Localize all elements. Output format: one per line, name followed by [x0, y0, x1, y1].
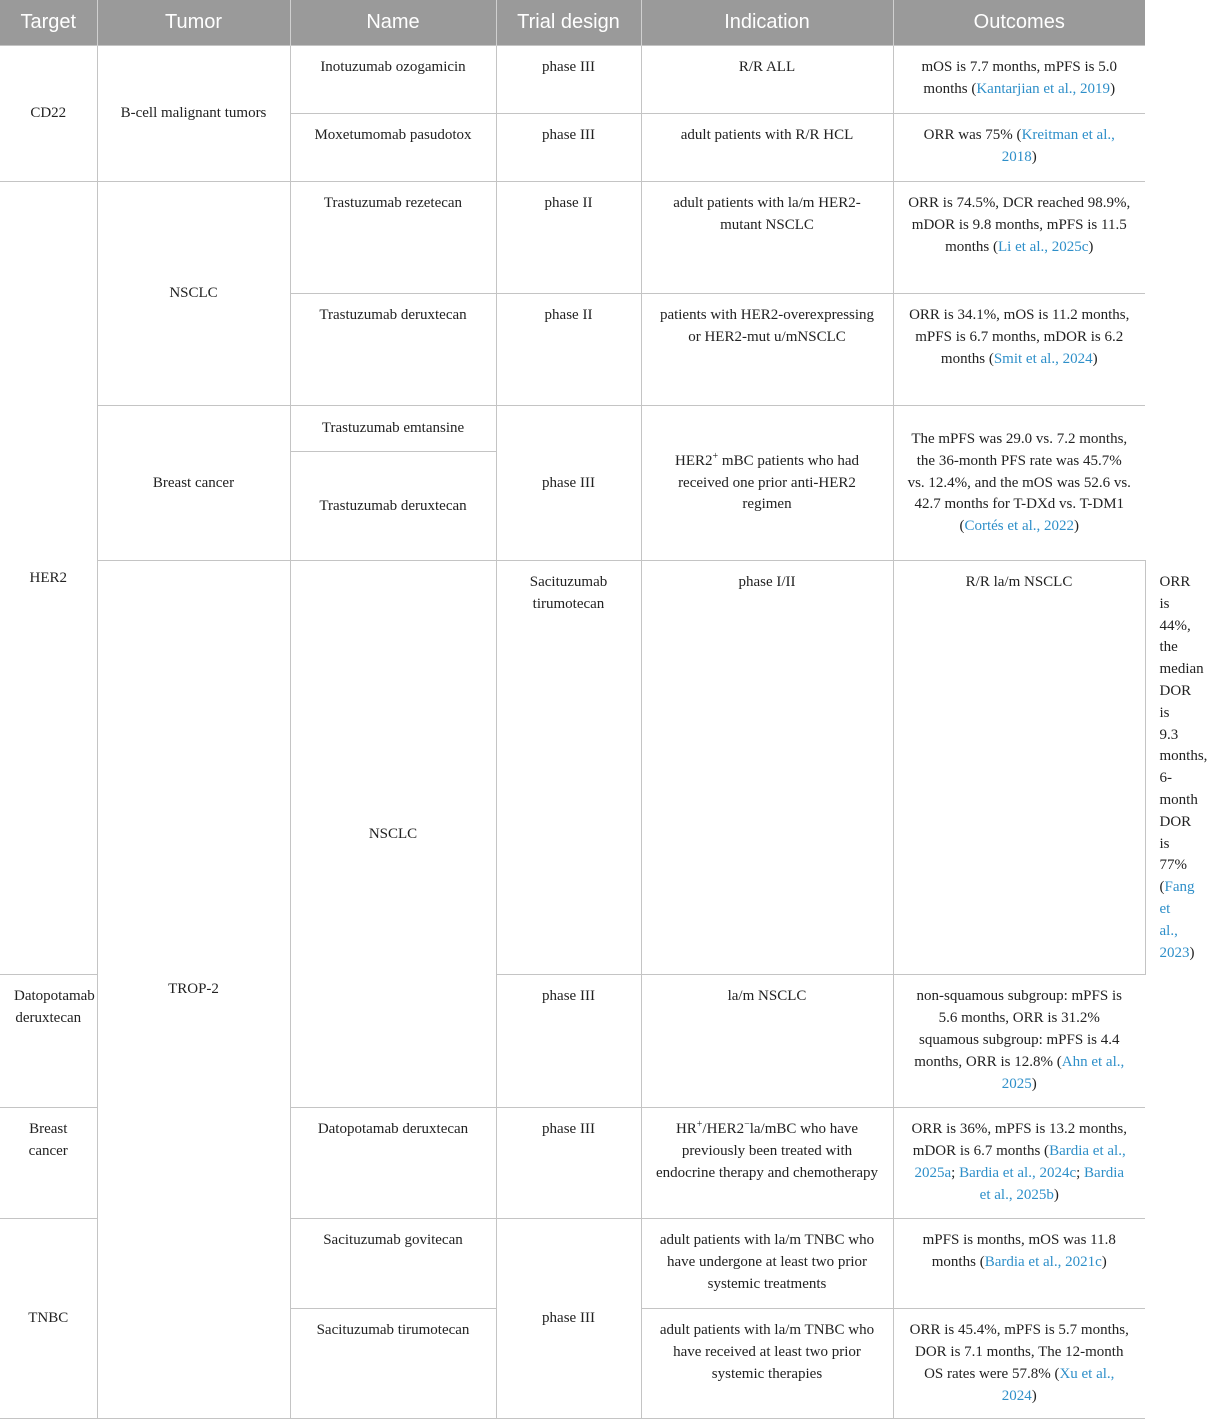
outcome-cell	[893, 46, 1145, 114]
header-target: Target	[0, 0, 97, 46]
outcome-cell	[893, 406, 1145, 561]
tumor-cell: Breast cancer	[97, 406, 290, 561]
outcome-text-end: )	[1054, 1187, 1059, 1203]
name-cell: Inotuzumab ozogamicin	[290, 46, 496, 114]
citation-link[interactable]: Xu et al., 2024	[1002, 1366, 1115, 1404]
outcome-cell	[893, 1309, 1145, 1419]
indication-text: la/mBC who have previously been treated with endocrine therapy and chemotherapy	[656, 1121, 878, 1181]
trial-design-cell: phase III	[496, 1219, 641, 1419]
citation-link[interactable]: Ahn et al., 2025	[1002, 1054, 1125, 1092]
outcome-text: The mPFS was 29.0 vs. 7.2 months, the 36-month PFS rate was 45.7% vs. 12.4%, and the mOS was 52.6 vs. 42.7 months for T-DXd vs. T-DM1 (	[908, 431, 1131, 534]
name-cell: Datopotamab deruxtecan	[290, 1108, 496, 1219]
outcome-text: ORR is 74.5%, DCR reached 98.9%, mDOR is 9.8 months, mPFS is 11.5 months (	[908, 195, 1130, 255]
target-cell: TROP-2	[97, 561, 290, 1419]
citation-link[interactable]: Bardia et al., 2025a	[914, 1143, 1125, 1181]
indication-cell: adult patients with la/m HER2-mutant NSCLC	[641, 182, 893, 294]
table-row	[0, 46, 1145, 114]
outcome-text-end: )	[1032, 149, 1037, 165]
target-cell: CD22	[0, 46, 97, 182]
tumor-cell: Breast cancer	[0, 1108, 97, 1219]
indication-cell: R/R la/m NSCLC	[893, 561, 1145, 975]
outcome-text: ORR is 34.1%, mOS is 11.2 months, mPFS is 6.7 months, mDOR is 6.2 months (	[909, 307, 1129, 367]
outcome-text-end: )	[1110, 81, 1115, 97]
indication-text: mBC patients who had received one prior anti-HER2 regimen	[678, 453, 859, 513]
outcome-cell	[893, 1108, 1145, 1219]
indication-cell: la/m NSCLC	[641, 975, 893, 1108]
outcome-text-end: )	[1102, 1254, 1107, 1270]
outcome-text: mPFS is months, mOS was 11.8 months (	[923, 1232, 1116, 1270]
name-cell: Datopotamab deruxtecan	[0, 975, 97, 1108]
citation-link[interactable]: Kantarjian et al., 2019	[976, 81, 1110, 97]
trial-design-cell: phase III	[496, 975, 641, 1108]
citation-separator: ;	[951, 1165, 959, 1181]
name-cell: Trastuzumab deruxtecan	[290, 452, 496, 561]
outcome-text-end: )	[1190, 945, 1195, 961]
trial-design-cell: phase III	[496, 46, 641, 114]
indication-cell	[641, 406, 893, 561]
superscript: +	[713, 451, 719, 462]
indication-cell: patients with HER2-overexpressing or HER2-mut u/mNSCLC	[641, 294, 893, 406]
indication-text: /HER2	[702, 1121, 744, 1137]
table-row	[0, 561, 1145, 975]
indication-text: HR	[676, 1121, 697, 1137]
name-cell: Sacituzumab tirumotecan	[496, 561, 641, 975]
citation-link[interactable]: Kreitman et al., 2018	[1002, 127, 1115, 165]
tumor-cell: TNBC	[0, 1219, 97, 1419]
trial-design-cell: phase III	[496, 1108, 641, 1219]
citation-separator: ;	[1076, 1165, 1084, 1181]
header-row	[0, 0, 1145, 46]
indication-cell: adult patients with la/m TNBC who have received at least two prior systemic therapies	[641, 1309, 893, 1419]
indication-cell: R/R ALL	[641, 46, 893, 114]
table-row	[0, 182, 1145, 294]
indication-cell: adult patients with R/R HCL	[641, 114, 893, 182]
outcome-cell	[893, 1219, 1145, 1309]
tumor-cell: B-cell malignant tumors	[97, 46, 290, 182]
header-indication: Indication	[641, 0, 893, 46]
header-outcomes: Outcomes	[893, 0, 1145, 46]
outcome-cell	[893, 182, 1145, 294]
trial-design-cell: phase II	[496, 182, 641, 294]
citation-link[interactable]: Cortés et al., 2022	[964, 518, 1074, 534]
outcome-cell	[893, 114, 1145, 182]
trial-design-cell: phase III	[496, 406, 641, 561]
tumor-cell: NSCLC	[290, 561, 496, 1108]
citation-link[interactable]: Bardia et al., 2025b	[980, 1165, 1124, 1203]
trial-design-cell: phase III	[496, 114, 641, 182]
outcome-text-end: )	[1074, 518, 1079, 534]
outcome-text: ORR was 75% (	[924, 127, 1022, 143]
name-cell: Sacituzumab tirumotecan	[290, 1309, 496, 1419]
citation-link[interactable]: Fang et al., 2023	[1160, 879, 1195, 960]
name-cell: Trastuzumab deruxtecan	[290, 294, 496, 406]
citation-link[interactable]: Bardia et al., 2021c	[985, 1254, 1102, 1270]
outcome-text-end: )	[1088, 239, 1093, 255]
superscript: +	[697, 1119, 703, 1130]
indication-text: HER2	[675, 453, 713, 469]
header-name: Name	[290, 0, 496, 46]
outcome-text: ORR is 45.4%, mPFS is 5.7 months, DOR is 7.1 months, The 12-month OS rates were 57.8% (	[910, 1322, 1129, 1382]
outcome-text: non-squamous subgroup: mPFS is 5.6 months, ORR is 31.2% squamous subgroup: mPFS is 4.4 months, ORR is 12.8% (	[914, 988, 1122, 1069]
header-trial-design: Trial design	[496, 0, 641, 46]
outcome-text-end: )	[1032, 1076, 1037, 1092]
target-cell: HER2	[0, 182, 97, 975]
outcome-cell	[893, 294, 1145, 406]
outcome-text-end: )	[1093, 351, 1098, 367]
name-cell: Sacituzumab govitecan	[290, 1219, 496, 1309]
tumor-cell: NSCLC	[97, 182, 290, 406]
citation-link[interactable]: Smit et al., 2024	[994, 351, 1093, 367]
outcome-text-end: )	[1032, 1388, 1037, 1404]
name-cell: Trastuzumab rezetecan	[290, 182, 496, 294]
superscript: −	[744, 1119, 750, 1130]
outcome-text: ORR is 44%, the median DOR is 9.3 months, 6-month DOR is 77% (	[1160, 574, 1207, 895]
indication-cell: adult patients with la/m TNBC who have undergone at least two prior systemic treatments	[641, 1219, 893, 1309]
name-cell: Moxetumomab pasudotox	[290, 114, 496, 182]
indication-cell	[641, 1108, 893, 1219]
outcome-text: ORR is 36%, mPFS is 13.2 months, mDOR is 6.7 months (	[912, 1121, 1127, 1159]
outcome-cell	[893, 975, 1145, 1108]
header-tumor: Tumor	[97, 0, 290, 46]
citation-link[interactable]: Li et al., 2025c	[998, 239, 1088, 255]
table-row	[0, 406, 1145, 452]
outcome-text: mOS is 7.7 months, mPFS is 5.0 months (	[922, 59, 1117, 97]
citation-link[interactable]: Bardia et al., 2024c	[959, 1165, 1076, 1181]
trial-design-cell: phase I/II	[641, 561, 893, 975]
name-cell: Trastuzumab emtansine	[290, 406, 496, 452]
trial-design-cell: phase II	[496, 294, 641, 406]
